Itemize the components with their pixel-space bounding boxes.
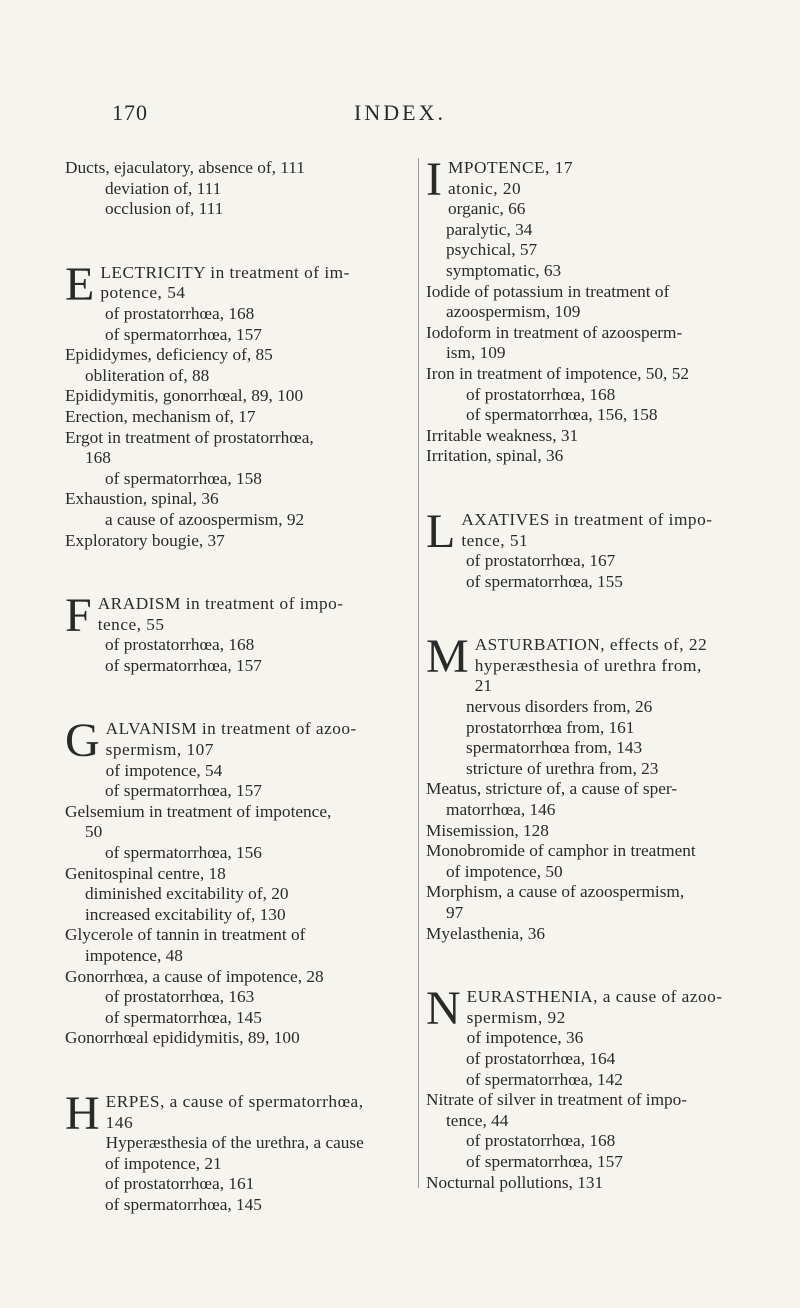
index-subentry: of impotence, 36: [466, 1028, 584, 1048]
index-subentry: of spermatorrhœa, 156, 158: [466, 405, 658, 425]
index-entry: Ducts, ejaculatory, absence of, 111: [65, 158, 305, 177]
index-letter-section: [65, 714, 410, 1049]
index-entry: Ergot in treatment of prostatorrhœa,: [65, 427, 314, 447]
index-entry: Gonorrhœa, a cause of impotence, 28: [65, 966, 324, 986]
index-subentry: matorrhœa, 146: [446, 800, 556, 820]
index-subentry: of prostatorrhœa, 164: [466, 1048, 616, 1068]
drop-cap-letter: F: [65, 589, 92, 643]
index-subentry: of spermatorrhœa, 157: [105, 781, 262, 801]
index-entry: Gonorrhœal epididymitis, 89, 100: [65, 1028, 300, 1048]
index-subentry: 168: [85, 448, 111, 468]
index-letter-section: [65, 158, 410, 220]
column-divider: [418, 158, 419, 1188]
index-subentry: of prostatorrhœa, 167: [466, 551, 616, 571]
index-subentry: hyperæsthesia of urethra from,: [474, 655, 702, 675]
index-subentry: spermism, 107: [105, 740, 214, 760]
index-entry: ARADISM in treatment of impo-: [97, 594, 344, 614]
index-subentry: of impotence, 50: [446, 861, 563, 881]
index-entry: Meatus, stricture of, a cause of sper-: [426, 779, 678, 799]
index-subentry: potence, 54: [100, 283, 186, 303]
index-subentry: of spermatorrhœa, 158: [105, 468, 262, 488]
index-subentry: tence, 51: [461, 530, 529, 550]
index-entry: MPOTENCE, 17: [447, 158, 574, 177]
index-entry: Nitrate of silver in treatment of impo-: [426, 1090, 688, 1110]
index-entry: Exploratory bougie, 37: [65, 530, 225, 550]
index-subentry: stricture of urethra from, 23: [466, 758, 659, 778]
index-letter-section: [426, 153, 771, 467]
index-entry: AXATIVES in treatment of impo-: [461, 509, 713, 529]
index-subentry: symptomatic, 63: [446, 260, 562, 280]
index-entry: ASTURBATION, effects of, 22: [474, 635, 708, 655]
index-column-left: [65, 158, 410, 1259]
index-subentry: azoospermism, 109: [446, 302, 581, 322]
index-subentry: organic, 66: [447, 199, 526, 219]
index-subentry: spermatorrhœa from, 143: [466, 738, 643, 758]
drop-cap-letter: N: [426, 982, 461, 1036]
index-entry: ERPES, a cause of spermatorrhœa,: [105, 1091, 364, 1111]
index-subentry: atonic, 20: [447, 178, 522, 198]
index-letter-section: [65, 589, 410, 676]
index-entry: Glycerole of tannin in treatment of: [65, 925, 306, 945]
index-subentry: tence, 44: [446, 1110, 509, 1130]
index-entry: Epididymitis, gonorrhœal, 89, 100: [65, 386, 304, 406]
index-subentry: of prostatorrhœa, 161: [105, 1174, 255, 1194]
index-letter-section: [65, 257, 410, 551]
index-subentry: of spermatorrhœa, 145: [105, 1194, 262, 1214]
index-subentry: 97: [446, 903, 464, 922]
index-subentry: of spermatorrhœa, 142: [466, 1069, 623, 1089]
index-subentry: 50: [85, 822, 103, 842]
index-entry: EURASTHENIA, a cause of azoo-: [466, 987, 723, 1007]
index-subentry: of spermatorrhœa, 145: [105, 1007, 262, 1027]
running-title: INDEX.: [354, 100, 446, 125]
index-letter-section: [426, 630, 771, 944]
index-column-right: [426, 153, 771, 1236]
index-entry: Misemission, 128: [426, 820, 549, 840]
index-subentry: of spermatorrhœa, 155: [466, 571, 623, 591]
index-entry: Epididymes, deficiency of, 85: [65, 345, 273, 365]
index-entry: Nocturnal pollutions, 131: [426, 1172, 604, 1192]
index-entry: Morphism, a cause of azoospermism,: [426, 882, 685, 902]
index-entry: Monobromide of camphor in treatment: [426, 841, 696, 861]
index-entry: Erection, mechanism of, 17: [65, 406, 256, 426]
drop-cap-letter: I: [426, 153, 442, 206]
index-subentry: occlusion of, 111: [105, 199, 224, 219]
index-subentry: of prostatorrhœa, 168: [105, 303, 255, 323]
page-header: [0, 100, 800, 130]
index-letter-section: [426, 982, 771, 1193]
index-entry: ALVANISM in treatment of azoo-: [105, 719, 357, 739]
index-subentry: 146: [105, 1112, 134, 1132]
index-subentry: psychical, 57: [446, 240, 538, 260]
index-subentry: of prostatorrhœa, 168: [466, 384, 616, 404]
index-entry: Exhaustion, spinal, 36: [65, 489, 219, 509]
index-subentry: of spermatorrhœa, 156: [105, 843, 262, 863]
index-subentry: of prostatorrhœa, 163: [105, 987, 255, 1007]
index-entry: Hyperæsthesia of the urethra, a cause: [105, 1133, 364, 1153]
index-subentry: increased excitability of, 130: [85, 904, 286, 924]
index-subentry: of impotence, 21: [105, 1153, 222, 1173]
index-entry: Genitospinal centre, 18: [65, 863, 226, 883]
index-subentry: of impotence, 54: [105, 760, 223, 780]
drop-cap-letter: H: [65, 1086, 100, 1140]
index-subentry: a cause of azoospermism, 92: [105, 509, 305, 529]
index-entry: Iron in treatment of impotence, 50, 52: [426, 363, 689, 383]
index-subentry: tence, 55: [97, 614, 165, 634]
drop-cap-letter: G: [65, 714, 100, 768]
index-subentry: spermism, 92: [466, 1007, 566, 1027]
page-number: 170: [112, 100, 148, 125]
index-entry: Iodoform in treatment of azoosperm-: [426, 322, 683, 342]
index-subentry: impotence, 48: [85, 946, 183, 965]
index-subentry: of spermatorrhœa, 157: [466, 1151, 623, 1171]
index-entry: Iodide of potassium in treatment of: [426, 281, 670, 301]
index-subentry: nervous disorders from, 26: [466, 697, 653, 717]
index-subentry: obliteration of, 88: [85, 365, 210, 385]
index-subentry: prostatorrhœa from, 161: [466, 717, 635, 737]
index-entry: Irritation, spinal, 36: [426, 446, 564, 466]
index-subentry: of prostatorrhœa, 168: [105, 635, 255, 655]
index-subentry: paralytic, 34: [446, 219, 533, 239]
index-subentry: 21: [474, 676, 492, 696]
index-letter-section: [65, 1086, 410, 1216]
drop-cap-letter: L: [426, 504, 456, 558]
drop-cap-letter: M: [426, 630, 469, 684]
index-subentry: of prostatorrhœa, 168: [466, 1131, 616, 1151]
index-subentry: ism, 109: [446, 343, 506, 363]
index-entry: Myelasthenia, 36: [426, 923, 546, 943]
index-entry: Gelsemium in treatment of impotence,: [65, 801, 332, 821]
index-subentry: deviation of, 111: [105, 178, 222, 198]
index-letter-section: [426, 504, 771, 592]
index-subentry: of spermatorrhœa, 157: [105, 655, 262, 675]
drop-cap-letter: E: [65, 257, 95, 311]
index-entry: Irritable weakness, 31: [426, 425, 579, 445]
index-subentry: of spermatorrhœa, 157: [105, 324, 262, 344]
index-subentry: diminished excitability of, 20: [85, 884, 289, 904]
index-entry: LECTRICITY in treatment of im-: [100, 262, 350, 282]
